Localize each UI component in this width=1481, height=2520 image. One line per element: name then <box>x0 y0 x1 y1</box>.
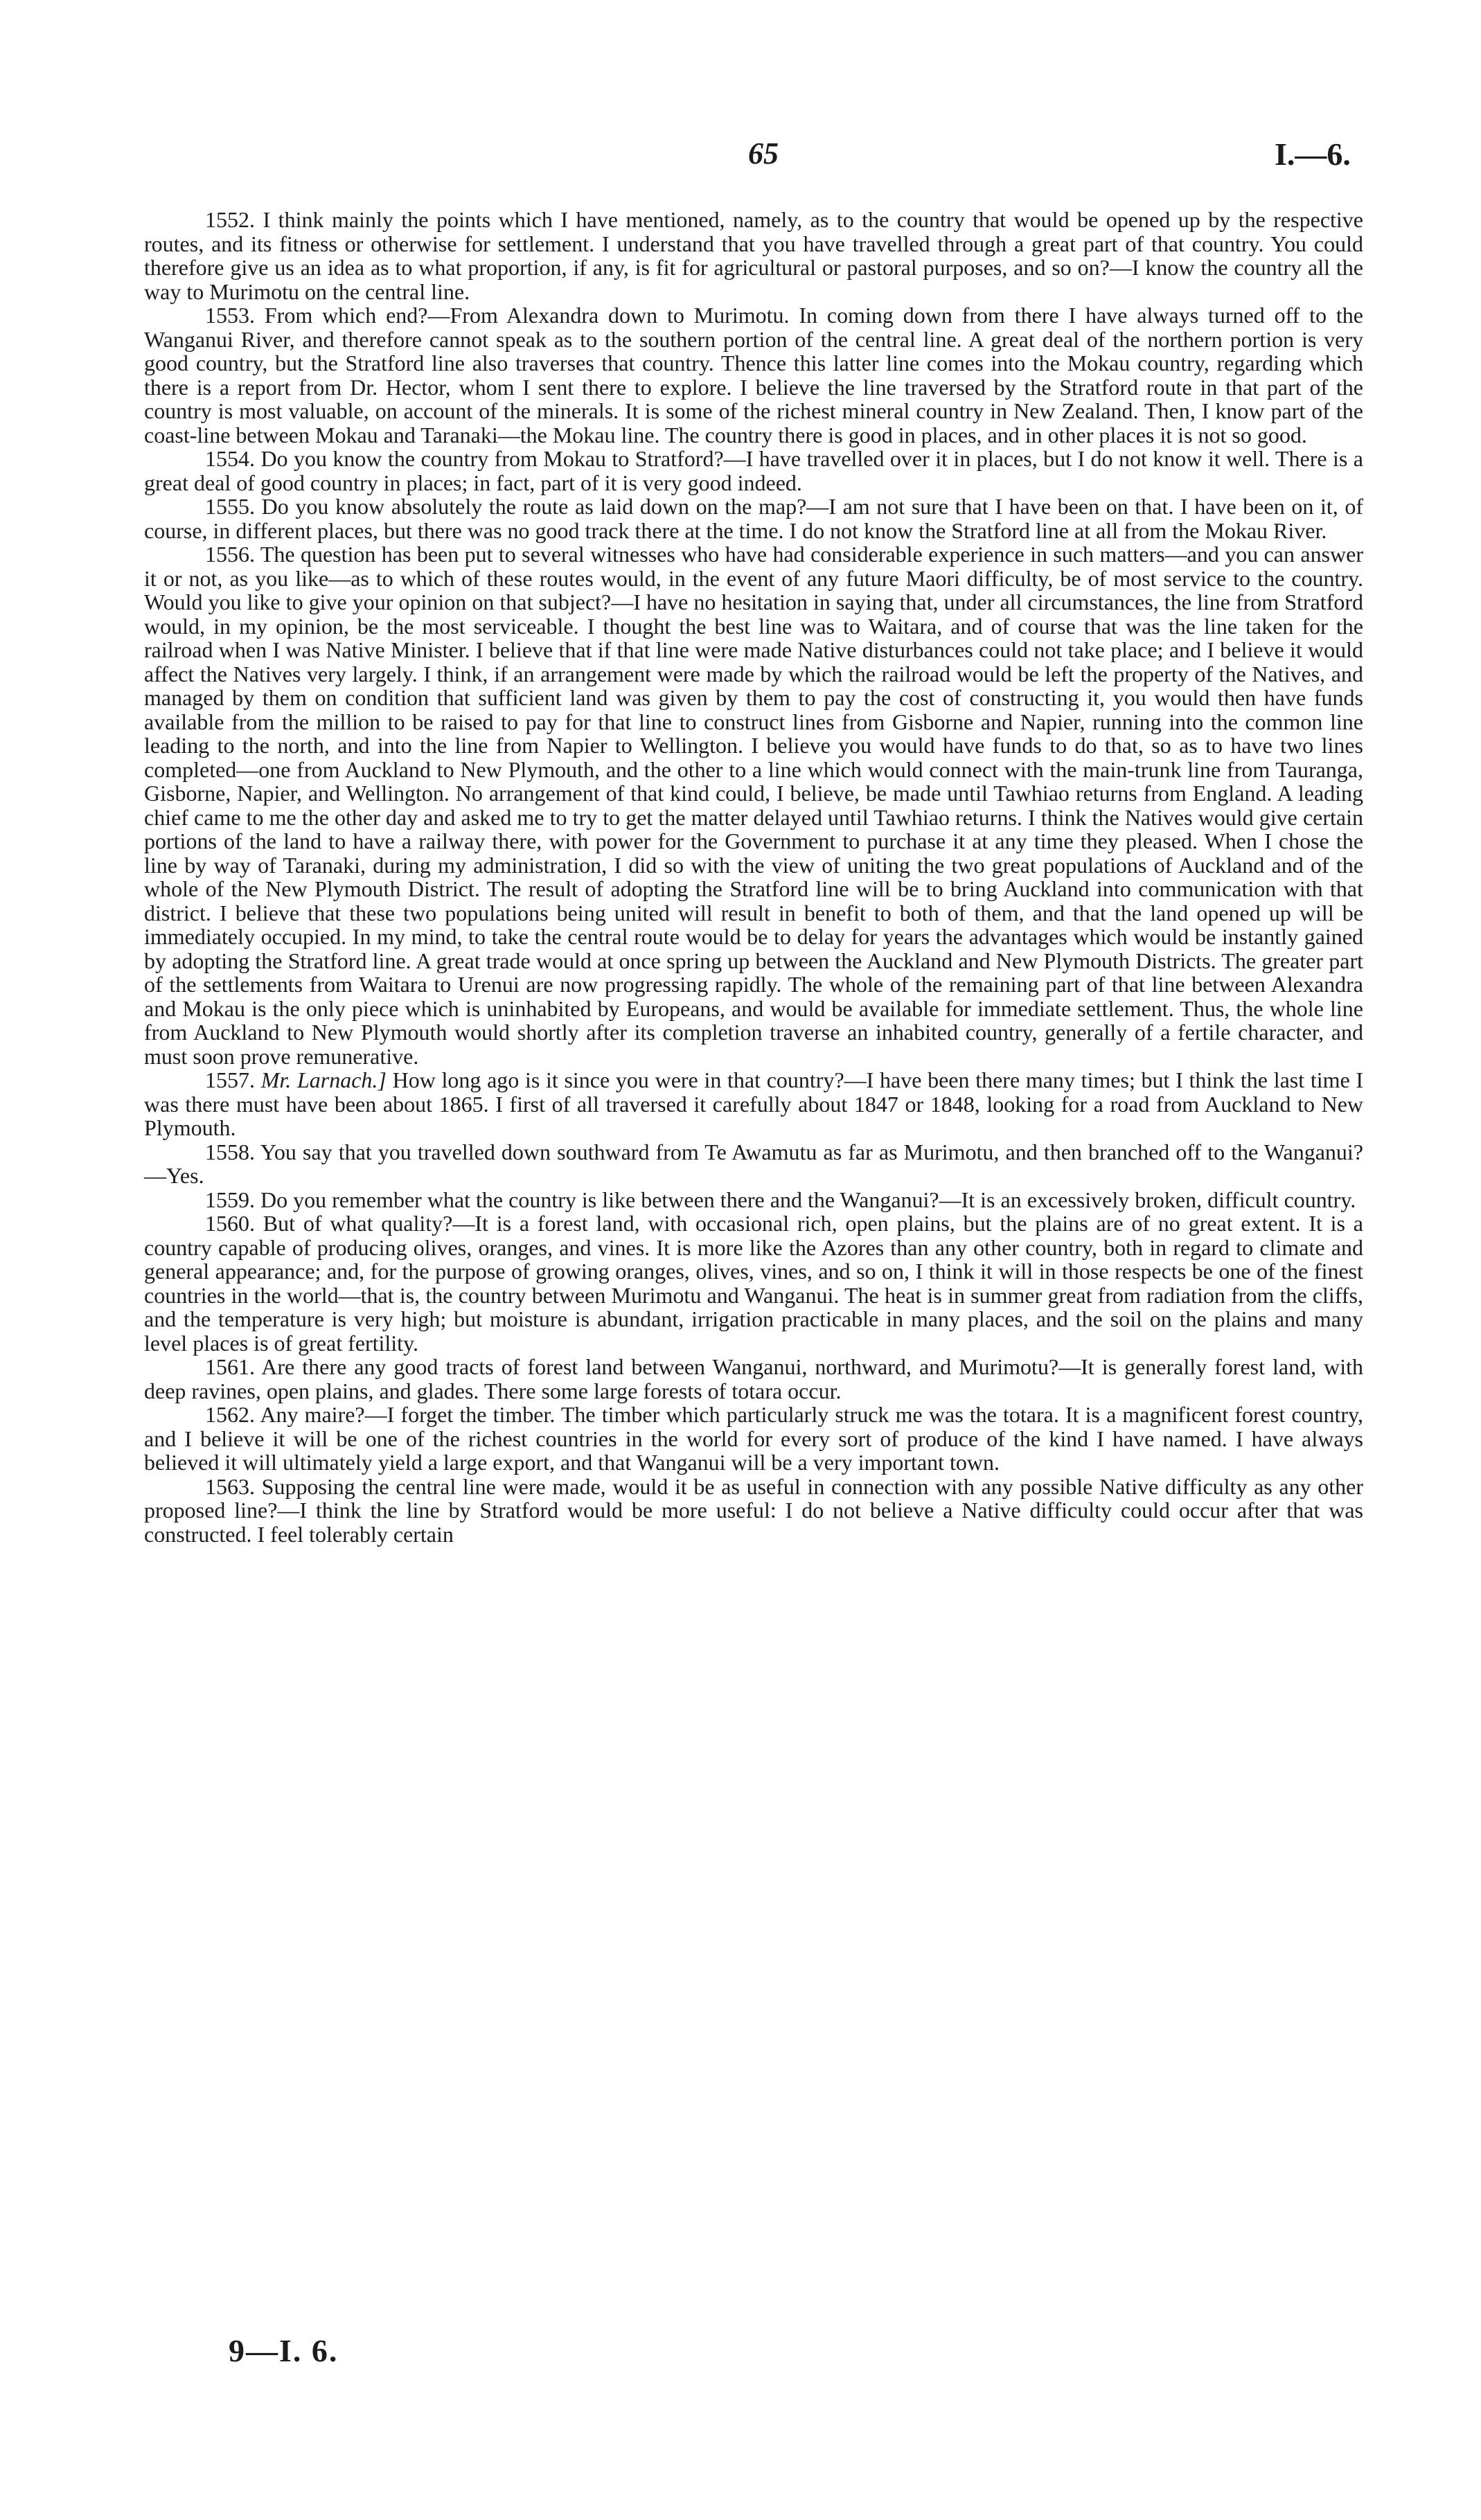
paragraph-text: Any maire?—I forget the timber. The timber which particularly struck me was the totara. It is a magnificent forest country, and I believe it will be one of the richest countries in the world for every sort of produce of the kind I have named. I have always believed it will ultimately yield a large export, and that Wanganui will be a very important town. <box>144 1402 1364 1475</box>
paragraph-1552 <box>144 208 1363 303</box>
evidence-body <box>144 208 1363 1546</box>
paragraph-text: Do you know absolutely the route as laid down on the map?—I am not sure that I have been on that. I have been on it, of course, in different places, but there was no good track there at the time. I do not know the Stratford line at all from the Mokau River. <box>144 494 1364 543</box>
paragraph-text: I think mainly the points which I have mentioned, namely, as to the country that would be opened up by the respective routes, and its fitness or otherwise for settlement. I understand that you have travelled through a great part of that country. You could therefore give us an idea as to what proportion, if any, is fit for agricultural or pastoral purposes, and so on?—I know the country all the way to Murimotu on the central line. <box>144 207 1364 304</box>
paragraph-1557 <box>144 1068 1363 1140</box>
paragraph-1553 <box>144 303 1363 447</box>
paragraph-text: But of what quality?—It is a forest land, with occasional rich, open plains, but the plains are of no great extent. It is a country capable of producing olives, oranges, and vines. It is more like the Azores than any other country, both in regard to climate and general appearance; and, for the purpose of growing oranges, olives, vines, and so on, I think it will in those respects be one of the finest countries in the world—that is, the country between Murimotu and Wanganui. The heat is in summer great from radiation from the cliffs, and the temperature is very high; but moisture is abundant, irrigation practicable in many places, and the soil on the plains and many level places is of great fertility. <box>144 1211 1364 1356</box>
paragraph-1561 <box>144 1355 1363 1403</box>
paragraph-1555 <box>144 495 1363 542</box>
paragraph-number: 1563. <box>205 1473 255 1499</box>
paragraph-text: The question has been put to several witnesses who have had considerable experience in such matters—and you can answer it or not, as you like—as to which of these routes would, in the event of any future Maori difficulty, be of most service to the country. Would you like to give your opinion on that subject?—I have no hesitation in saying that, under all circumstances, the line from Stratford would, in my opinion, be the most serviceable. I thought the best line was to Waitara, and of course that was the line taken for the railroad when I was Native Minister. I believe that if that line were made Native disturbances could not take place; and I believe it would affect the Natives very largely. I think, if an arrangement were made by which the railroad would be left the property of the Natives, and managed by them on condition that sufficient land was given by them to pay the cost of constructing it, you would then have funds available from the million to be raised to pay for that line to construct lines from Gisborne and Napier, running into the common line leading to the north, and into the line from Napier to Wellington. I believe you would have funds to do that, so as to have two lines completed—one from Auckland to New Plymouth, and the other to a line which would connect with the main-trunk line from Tauranga, Gisborne, Napier, and Wellington. No arrangement of that kind could, I believe, be made until Tawhiao returns from England. A leading chief came to me the other day and asked me to try to get the matter delayed until Tawhiao returns. I think the Natives would give certain portions of the land to have a railway there, with power for the Government to purchase it at any time they pleased. When I chose the line by way of Taranaki, during my administration, I did so with the view of uniting the two great populations of Auckland and of the whole of the New Plymouth District. The result of adopting the Stratford line will be to bring Auckland into communication with that district. I believe that these two populations being united will result in benefit to both of them, and that the land opened up will be immediately occupied. In my mind, to take the central route would be to delay for years the advantages which would be instantly gained by adopting the Stratford line. A great trade would at once spring up between the Auckland and New Plymouth Districts. The greater part of the settlements from Waitara to Urenui are now progressing rapidly. The whole of the remaining part of that line between Alexandra and Mokau is the only piece which is uninhabited by Europeans, and would be available for immediate settlement. Thus, the whole line from Auckland to New Plymouth would shortly after its completion traverse an inhabited country, generally of a fertile character, and must soon prove remunerative. <box>144 542 1364 1069</box>
paragraph-text: Supposing the central line were made, would it be as useful in connection with any possible Native difficulty as any other proposed line?—I think the line by Stratford would be more useful: I do not believe a Native difficulty could occur after that was constructed. I feel tolerably certain <box>144 1473 1364 1547</box>
paragraph-number: 1558. <box>205 1139 255 1164</box>
paragraph-text: From which end?—From Alexandra down to Murimotu. In coming down from there I have always turned off to the Wanganui River, and therefore cannot speak as to the southern portion of the central line. A great deal of the northern portion is very good country, but the Stratford line also traverses that country. Thence this latter line comes into the Mokau country, regarding which there is a report from Dr. Hector, whom I sent there to explore. I believe the line traversed by the Stratford route in that part of the country is most valuable, on account of the minerals. It is some of the richest mineral country in New Zealand. Then, I know part of the coast-line between Mokau and Taranaki—the Mokau line. The country there is good in places, and in other places it is not so good. <box>144 303 1364 447</box>
paragraph-text: Are there any good tracts of forest land between Wanganui, northward, and Murimotu?—It is generally forest land, with deep ravines, open plains, and glades. There some large forests of totara occur. <box>144 1354 1363 1403</box>
paragraph-text: Do you remember what the country is like between there and the Wanganui?—It is an excessively broken, difficult country. <box>260 1187 1356 1212</box>
paragraph-1562 <box>144 1403 1363 1475</box>
paragraph-number: 1560. <box>205 1211 255 1236</box>
paragraph-1558 <box>144 1140 1363 1188</box>
paragraph-text: You say that you travelled down southward from Te Awamutu as far as Murimotu, and then branched off to the Wanganui?—Yes. <box>144 1139 1364 1188</box>
paragraph-number: 1561. <box>205 1354 255 1379</box>
paragraph-number: 1556. <box>205 542 255 567</box>
paragraph-number: 1559. <box>205 1187 255 1212</box>
paragraph-1560 <box>144 1212 1363 1355</box>
sheet-signature: 9—I. 6. <box>229 2333 339 2368</box>
paragraph-1563 <box>144 1475 1363 1547</box>
paper-reference: I.—6. <box>1275 136 1351 172</box>
paragraph-1556 <box>144 542 1363 1068</box>
paragraph-number: 1562. <box>205 1402 255 1427</box>
paragraph-number: 1552. <box>205 207 255 232</box>
page-number: 65 <box>748 136 779 170</box>
paragraph-1554 <box>144 447 1363 495</box>
paragraph-number: 1553. <box>205 303 255 328</box>
paragraph-1559 <box>144 1188 1363 1212</box>
page-header <box>0 136 1481 177</box>
paragraph-number: 1555. <box>205 494 255 519</box>
paragraph-text: Do you know the country from Mokau to Stratford?—I have travelled over it in places, but I do not know it well. There is a great deal of good country in places; in fact, part of it is very good indeed. <box>144 446 1364 495</box>
paragraph-number: 1557. <box>205 1067 255 1092</box>
speaker-name: Mr. Larnach.] <box>260 1067 387 1092</box>
paragraph-text: How long ago is it since you were in that country?—I have been there many times; but I think the last time I was there must have been about 1865. I first of all traversed it carefully about 1847 or 1848, looking for a road from Auckland to New Plymouth. <box>144 1067 1364 1140</box>
paragraph-number: 1554. <box>205 446 255 471</box>
